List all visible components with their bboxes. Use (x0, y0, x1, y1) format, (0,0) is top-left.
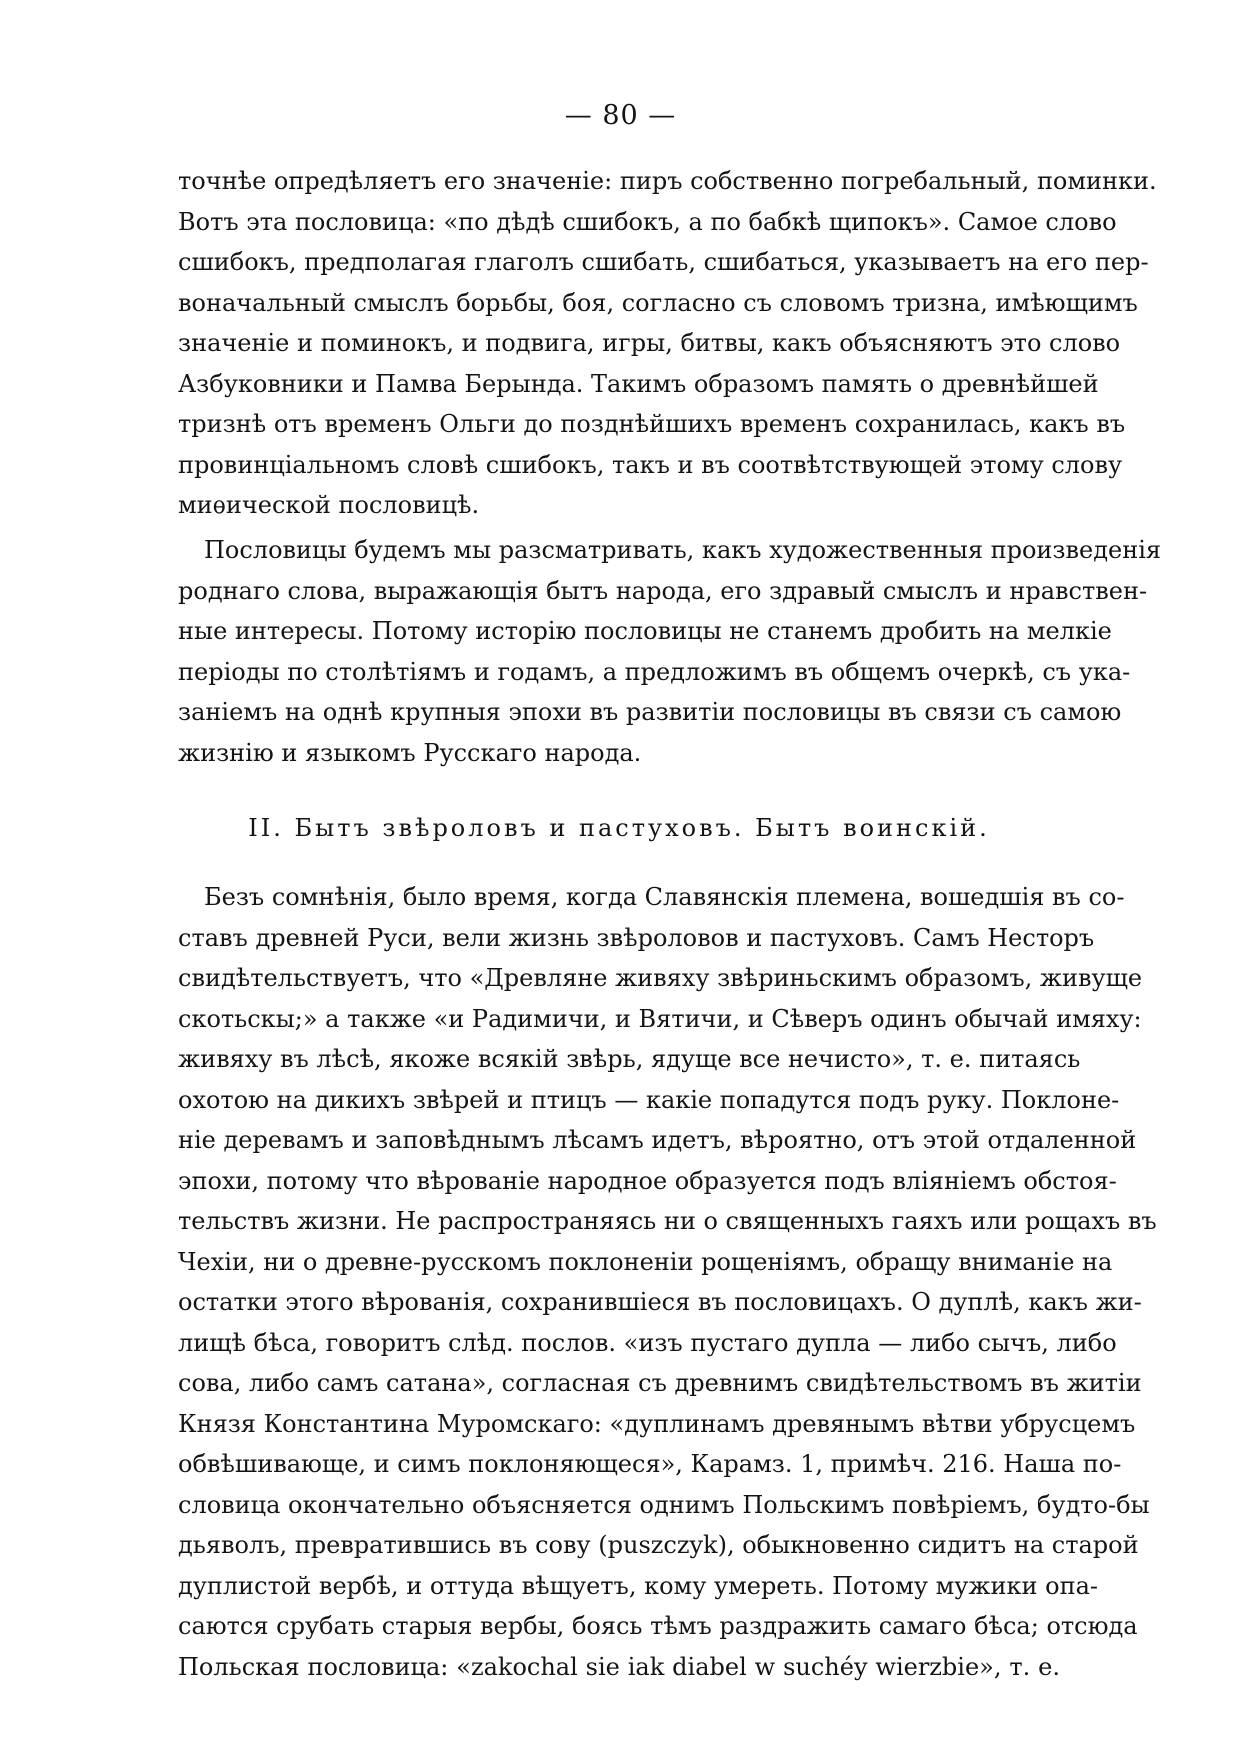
text-line: дуплистой вербѣ, и оттуда вѣщуетъ, кому умереть. Потому мужики опа- (178, 1571, 1098, 1600)
text-line: дьяволъ, превратившись въ сову (puszczyk), обыкновенно сидитъ на старой (178, 1531, 1139, 1559)
page-number: — 80 — (564, 100, 677, 131)
paragraph-3 (178, 877, 1157, 1687)
text-line: скотьскы;» а также «и Радимичи, и Вятичи, и Сѣверъ одинъ обычай имяху: (178, 1004, 1142, 1033)
text-line: Безъ сомнѣнія, было время, когда Славянскія племена, вошедшія въ со- (204, 883, 1125, 911)
text-line: словица окончательно объясняется однимъ Польскимъ повѣріемъ, будто-бы (178, 1490, 1150, 1519)
text-line: воначальный смыслъ борьбы, боя, согласно съ словомъ тризна, имѣющимъ (178, 288, 1138, 317)
text-line: саются срубать старыя вербы, боясь тѣмъ раздражить самаго бѣса; отсюда (178, 1612, 1138, 1640)
text-line: лищѣ бѣса, говоритъ слѣд. послов. «изъ пустаго дупла — либо сычъ, либо (178, 1328, 1117, 1357)
text-line: ные интересы. Потому исторію пословицы не станемъ дробить на мелкіе (178, 617, 1112, 645)
text-line: Чехіи, ни о древне-русскомъ поклоненіи рощеніямъ, обращу вниманіе на (178, 1247, 1113, 1276)
text-line: обвѣшивающе, и симъ поклоняющеся», Карамз. 1, примѣч. 216. Наша по- (178, 1450, 1122, 1478)
text-line: Князя Константина Муромскаго: «дуплинамъ древянымъ вѣтви убрусцемъ (178, 1409, 1136, 1438)
text-line: эпохи, потому что вѣрованіе народное образуется подъ вліяніемъ обстоя- (178, 1166, 1117, 1195)
text-line: провинціальномъ словѣ сшибокъ, такъ и въ соотвѣтствующей этому слову (178, 450, 1123, 479)
text-line: сова, либо самъ сатана», согласная съ древнимъ свидѣтельствомъ въ житіи (178, 1369, 1142, 1397)
text-line: ніе деревамъ и заповѣднымъ лѣсамъ идетъ, вѣроятно, отъ этой отдаленной (178, 1126, 1137, 1154)
text-line: тризнѣ отъ временъ Ольги до позднѣйшихъ временъ сохранилась, какъ въ (178, 410, 1126, 438)
text-line: охотою на дикихъ звѣрей и птицъ — какіе попадутся подъ руку. Поклоне- (178, 1085, 1120, 1114)
text-line: миѳической пословицѣ. (178, 491, 480, 519)
text-line: періоды по столѣтіямъ и годамъ, а предложимъ въ общемъ очеркѣ, съ ука- (178, 657, 1131, 686)
text-line: точнѣе опредѣляетъ его значеніе: пиръ собственно погребальный, поминки. (178, 167, 1157, 195)
text-line: свидѣтельствуетъ, что «Древляне живяху звѣриньскимъ образомъ, живуще (178, 964, 1143, 992)
text-line: живяху въ лѣсѣ, якоже всякій звѣрь, ядуще все нечисто», т. е. питаясь (178, 1045, 1081, 1073)
text-line: Вотъ эта пословица: «по дѣдѣ сшибокъ, а по бабкѣ щипокъ». Самое слово (178, 207, 1117, 236)
text-line: остатки этого вѣрованія, сохранившіеся въ пословицахъ. О дуплѣ, какъ жи- (178, 1288, 1142, 1316)
text-line: сшибокъ, предполагая глаголъ сшибать, сшибаться, указываетъ на его пер- (178, 248, 1149, 276)
text-line: значеніе и поминокъ, и подвига, игры, битвы, какъ объясняютъ это слово (178, 329, 1121, 357)
text-line: Польская пословица: «zakochal sie iak diabel w suchéy wierzbie», т. е. (178, 1652, 1060, 1681)
section-heading: II. Бытъ звѣроловъ и пастуховъ. Бытъ воинскій. (248, 814, 990, 842)
text-line: жизнію и языкомъ Русскаго народа. (178, 738, 642, 767)
text-line: роднаго слова, выражающія бытъ народа, его здравый смыслъ и нравствен- (178, 576, 1148, 605)
paragraph-1 (178, 161, 1157, 526)
text-line: заніемъ на однѣ крупныя эпохи въ развитіи пословицы въ связи съ самою (178, 698, 1122, 726)
text-line: тельствъ жизни. Не распространяясь ни о священныхъ гаяхъ или рощахъ въ (178, 1207, 1157, 1235)
text-line: Азбуковники и Памва Берында. Такимъ образомъ память о древнѣйшей (178, 369, 1099, 398)
text-line: Пословицы будемъ мы разсматривать, какъ художественныя произведенія (204, 536, 1162, 564)
text-line: ставъ древней Руси, вели жизнь звѣроловов и пастуховъ. Самъ Несторъ (178, 923, 1095, 952)
paragraph-2 (178, 530, 1162, 773)
